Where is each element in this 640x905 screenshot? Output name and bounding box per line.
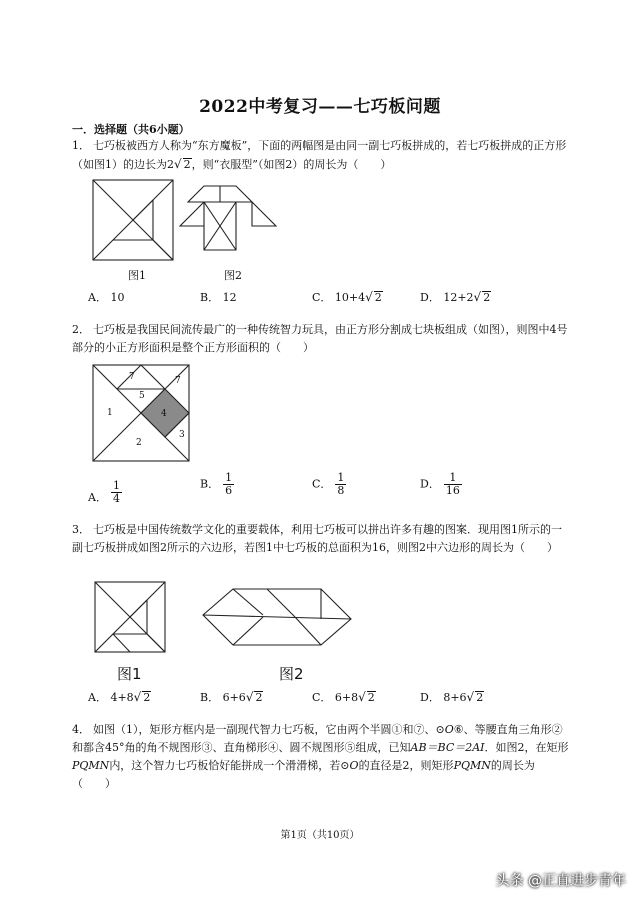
option-c[interactable]: C． 6+8√ 2 — [312, 690, 375, 704]
page-footer: 第1页（共10页） — [280, 830, 360, 841]
question-4: 4． 如图（1），矩形方框内是一副现代智力七巧板，它由两个半圆①和⑦、⊙O⑥、等腰直角三角形②和都含45°角的角不规图形③、直角梯形④、圆不规图形⑤组成，已知AB＝BC＝2AI．如图2，在矩形PQMN内，这个智力七巧板恰好能拼成一个滑滑梯，若⊙O的直径是2，则矩形PQMN的周长为（ ） — [72, 723, 569, 790]
piece-label-7: 7 — [175, 376, 181, 386]
q1-figure-2 — [180, 180, 280, 260]
option-b[interactable]: B． 12 — [200, 291, 237, 304]
option-d[interactable]: D． 12+2√ 2 — [420, 290, 491, 304]
option-c[interactable]: C． 10+4√ 2 — [312, 290, 382, 304]
option-b[interactable]: B． $\frac{1}{6}$ — [200, 471, 233, 497]
piece-label-4: 4 — [161, 409, 167, 419]
option-b[interactable]: B． 6+6√ 2 — [200, 690, 263, 704]
section-heading: 一．选择题（共6小题） — [72, 123, 190, 136]
q3-fig1-caption: 图1 — [117, 665, 142, 683]
piece-label-1: 1 — [107, 408, 113, 418]
q1-figure-1 — [93, 180, 173, 260]
question-text: 七巧板被西方人称为“东方魔板”，下面的两幅图是由同一副七巧板拼成的，若七巧板拼成的正方形（如图1）的边长为 — [72, 139, 567, 171]
question-text: 七巧板是中国传统数学文化的重要载体，利用七巧板可以拼出许多有趣的图案．现用图1所示的一副七巧板拼成如图2所示的六边形，若图1中七巧板的总面积为16，则图2中六边形的周长为（ ） — [72, 523, 562, 554]
question-text: 七巧板是我国民间流传最广的一种传统智力玩具，由正方形分割成七块板组成（如图），则图中4号部分的小正方形面积是整个正方形面积的（ ） — [72, 323, 568, 354]
watermark: 头条 @正直进步青年 — [495, 873, 626, 889]
question-2 — [72, 321, 572, 357]
q3-fig2-caption: 图2 — [279, 665, 304, 683]
question-number: 1． — [72, 139, 90, 152]
piece-label-5: 5 — [139, 391, 145, 401]
question-number: 4． — [72, 723, 90, 736]
piece-label-6: 7 — [129, 372, 135, 382]
option-d[interactable]: D． $\frac{1}{16}$ — [420, 471, 460, 497]
q3-figure-1 — [95, 582, 165, 652]
q3-figure-2-hexagon — [203, 589, 353, 649]
question-number: 2． — [72, 323, 90, 336]
q1-fig2-caption: 图2 — [224, 269, 242, 282]
option-a[interactable]: A． $\frac{1}{4}$ — [88, 479, 120, 505]
question-3 — [72, 521, 572, 557]
q2-tangram-figure — [93, 365, 189, 461]
option-c[interactable]: C． $\frac{1}{8}$ — [312, 471, 345, 497]
piece-label-3: 3 — [179, 430, 185, 440]
option-a[interactable]: A． 4+8√ 2 — [88, 690, 151, 704]
question-text-cont: ，则“衣服型”（如图2）的周长为（ ） — [191, 158, 392, 171]
question-1 — [72, 137, 572, 174]
question-number: 3． — [72, 523, 90, 536]
q1-fig1-caption: 图1 — [128, 269, 146, 282]
option-a[interactable]: A． 10 — [88, 291, 125, 304]
option-d[interactable]: D． 8+6√ 2 — [420, 690, 484, 704]
page-title: 2022中考复习——七巧板问题 — [199, 97, 441, 117]
piece-label-2: 2 — [136, 438, 142, 448]
side-length: 2√ 2 — [167, 157, 191, 171]
